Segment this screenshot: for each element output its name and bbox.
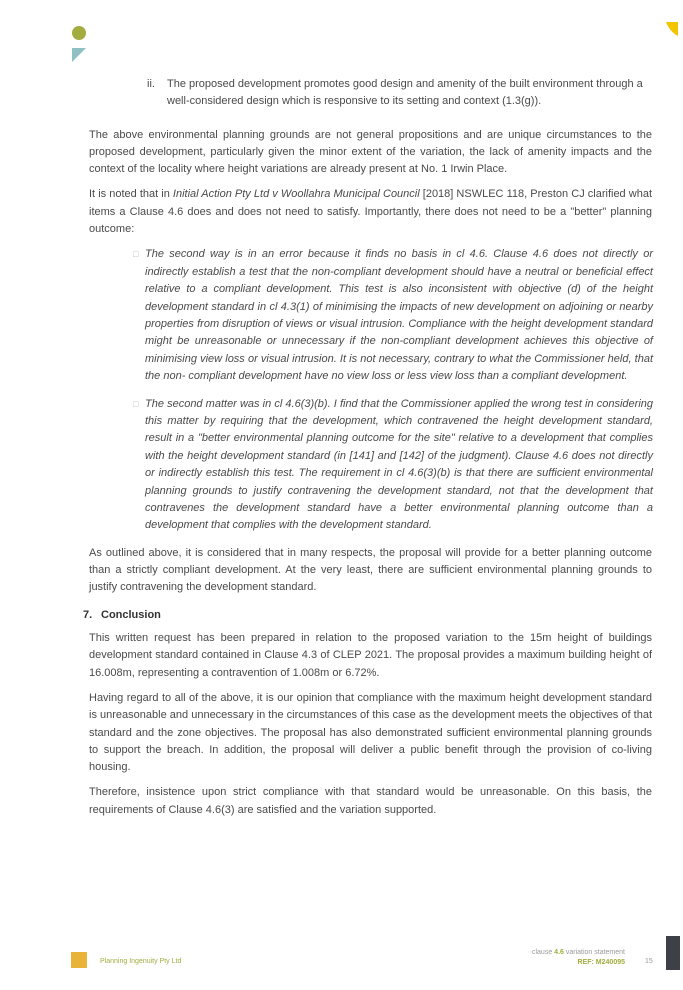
decorative-corner-shape [666, 22, 678, 36]
paragraph-conclusion-1: This written request has been prepared in relation to the proposed variation to the 15m height of buildings development standard contained in Clause 4.3 of CLEP 2021. The proposal provides a maximum building height of 16.008m, representing a contravention of 1.008m or 6.72%. [89, 632, 652, 679]
footer-company-name: Planning Ingenuity Pty Ltd [100, 958, 182, 965]
doc-suffix: variation statement [563, 949, 625, 956]
checkbox-bullet-icon: □ [133, 398, 139, 409]
section-heading-conclusion [83, 607, 652, 624]
subitem-ii [147, 76, 652, 111]
case-rest: [2018] NSWLEC 118, Preston CJ clarified what items a Clause 4.6 does and does not need to satisfy. Importantly, there does not need to be a "better" planning outcome: [89, 188, 652, 236]
subitem-number: ii. [147, 78, 155, 90]
document-body [83, 76, 653, 827]
page-number: 15 [645, 958, 653, 965]
company-logo-icon [71, 952, 87, 968]
decorative-triangle [72, 48, 86, 62]
case-name: Initial Action Pty Ltd v Woollahra Municipal Council [172, 188, 420, 201]
paragraph-outlined: As outlined above, it is considered that in many respects, the proposal will provide for a better planning outcome than a strictly compliant development. At the very least, there are sufficient environmental planning grounds to justify contravening the development standard. [89, 546, 652, 594]
quote-text: The second matter was in cl 4.6(3)(b). I find that the Commissioner applied the wrong test in considering this matter by requiring that the development, which contravened the height development standard, result in a "better environmental planning outcome for the site" relative to a development that complies with the height development standard (in [141] and [142] of the judgment). Clause 4.6 does not directly or indirectly establish this test. The requirement in cl 4.6(3)(b) is that there are sufficient environmental planning grounds to justify contravening the development standard, not that the development that contravenes the development standard have a better environmental planning outcome than a development that complies with the development standard. [145, 397, 653, 532]
footer-document-info [532, 948, 625, 968]
quote-item [133, 396, 653, 535]
doc-clause: 4.6 [554, 949, 564, 956]
footer-document-title [532, 948, 625, 958]
footer-reference: REF: M240095 [577, 959, 625, 966]
quote-item [133, 246, 653, 385]
footer-decorative-bar [666, 936, 680, 970]
subitem-text: The proposed development promotes good design and amenity of the built environment through a well-considered design which is responsive to its setting and context (1.3(g)). [167, 78, 643, 108]
checkbox-bullet-icon: □ [133, 249, 139, 260]
doc-prefix: clause [531, 949, 555, 956]
paragraph-conclusion-3: Therefore, insistence upon strict compliance with that standard would be unreasonable. On this basis, the requirements of Clause 4.6(3) are satisfied and the variation supported. [89, 786, 652, 816]
case-lead: It is noted that in [89, 188, 173, 201]
quote-list [133, 246, 653, 535]
section-title: Conclusion [101, 608, 161, 621]
section-number: 7. [83, 608, 93, 621]
paragraph-case-reference [89, 186, 652, 238]
quote-text: The second way is in an error because it finds no basis in cl 4.6. Clause 4.6 does not directly or indirectly establish a test that the non-compliant development should have a neutral or beneficial effect relative to a compliant development. This test is also inconsistent with objective (d) of the height development standard in cl 4.3(1) of minimising the impacts of new development on adjoining or nearby properties from disruption of views or visual intrusion. Compliance with the height development standard might be unreasonable or unnecessary if the non-compliant development achieves this objective of minimising view loss or visual intrusion. It is not necessary, contrary to what the Commissioner held, that the non- compliant development have no view loss or less view loss than a compliant development. [145, 248, 653, 383]
paragraph-grounds: The above environmental planning grounds are not general propositions and are unique circumstances to the proposed development, particularly given the minor extent of the variation, the lack of amenity impacts and the context of the locality where height variations are already present at No. 1 Irwin Place. [89, 128, 652, 176]
paragraph-conclusion-2: Having regard to all of the above, it is our opinion that compliance with the maximum height development standard is unreasonable and unnecessary in the circumstances of this case as the development meets the objectives of that standard and the zone objectives. The proposal has also demonstrated sufficient environmental planning grounds to support the breach. In addition, the proposal will deliver a public benefit through the provision of co-living housing. [89, 691, 652, 774]
decorative-circle [72, 26, 86, 40]
